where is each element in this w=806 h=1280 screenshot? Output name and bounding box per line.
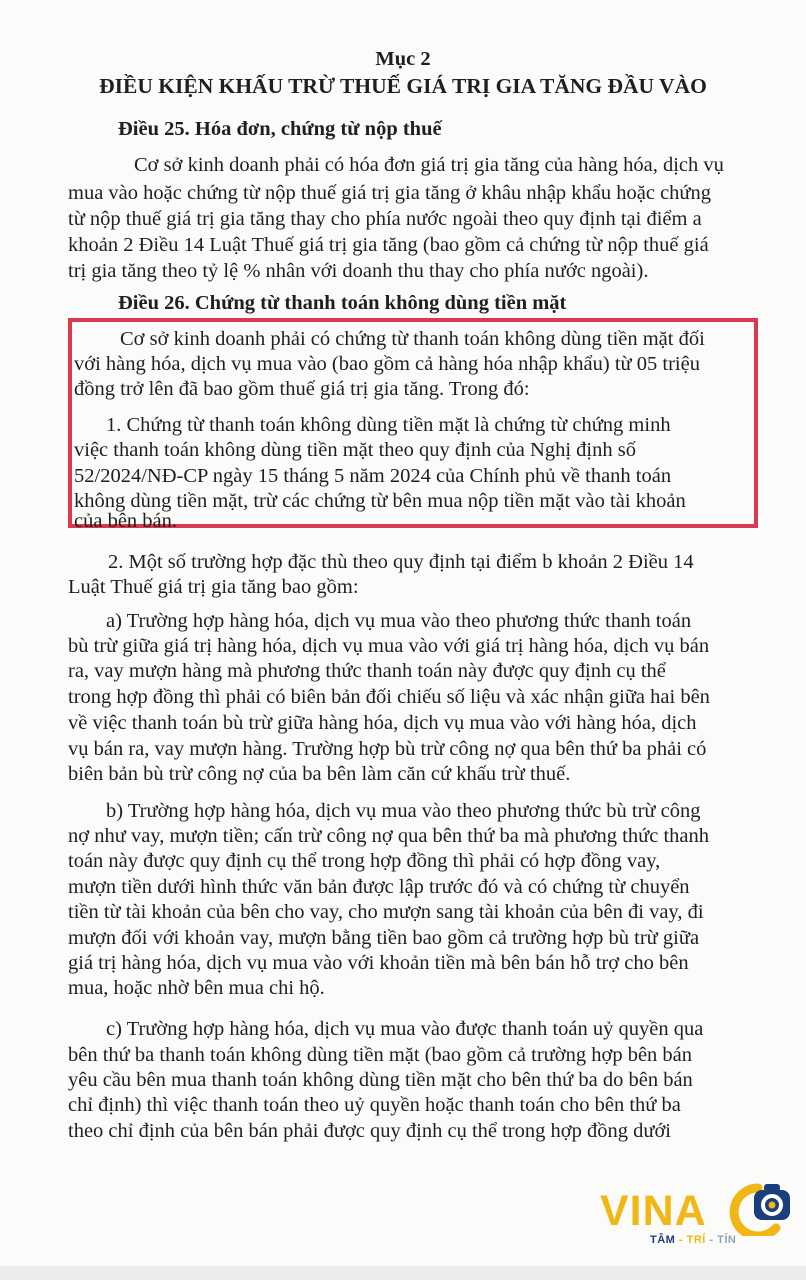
- logo-tagline: TÂM - TRÍ - TÍN: [650, 1234, 737, 1246]
- item-c-line: yêu cầu bên mua thanh toán không dùng tiền mặt cho bên thứ ba do bên bán: [68, 1069, 693, 1091]
- item-a-line: ra, vay mượn hàng mà phương thức thanh toán này được quy định cụ thể: [68, 660, 666, 682]
- item-a-line: bù trừ giữa giá trị hàng hóa, dịch vụ mua vào với giá trị hàng hóa, dịch vụ bán: [68, 635, 710, 657]
- item-a-line: trong hợp đồng thì phải có biên bản đối chiếu số liệu và xác nhận giữa hai bên: [68, 686, 710, 708]
- article-25-line: trị gia tăng theo tỷ lệ % nhân với doanh thu thay cho phía nước ngoài).: [68, 260, 649, 282]
- item-b-line: mượn đối với khoản vay, mượn bằng tiền bao gồm cả trường hợp bù trừ giữa: [68, 927, 700, 949]
- item-2-line: 2. Một số trường hợp đặc thù theo quy định tại điểm b khoản 2 Điều 14: [108, 551, 694, 573]
- section-number: Mục 2: [375, 48, 431, 70]
- item-1-line: việc thanh toán không dùng tiền mặt theo quy định của Nghị định số: [74, 439, 636, 461]
- article-25-line: từ nộp thuế giá trị gia tăng thay cho phía nước ngoài theo quy định tại điểm a: [68, 208, 702, 230]
- article-25-line: khoản 2 Điều 14 Luật Thuế giá trị gia tăng (bao gồm cả chứng từ nộp thuế giá: [68, 234, 709, 256]
- item-1-line: của bên bán.: [74, 510, 178, 532]
- item-c-line: theo chỉ định của bên bán phải được quy định cụ thể trong hợp đồng dưới: [68, 1120, 671, 1142]
- item-1-line: 52/2024/NĐ-CP ngày 15 tháng 5 năm 2024 của Chính phủ về thanh toán: [74, 465, 672, 487]
- article-25-line: Cơ sở kinh doanh phải có hóa đơn giá trị gia tăng của hàng hóa, dịch vụ: [134, 154, 724, 176]
- logo-wordmark: VINA: [600, 1187, 707, 1235]
- item-a-line: a) Trường hợp hàng hóa, dịch vụ mua vào theo phương thức thanh toán: [106, 610, 692, 632]
- item-b-line: giá trị hàng hóa, dịch vụ mua vào với khoản tiền mà bên bán hỗ trợ cho bên: [68, 952, 689, 974]
- item-b-line: mua, hoặc nhờ bên mua chi hộ.: [68, 977, 325, 999]
- logo-emblem-icon: [724, 1180, 796, 1236]
- article-26-intro-line: đồng trở lên đã bao gồm thuế giá trị gia tăng. Trong đó:: [74, 378, 530, 400]
- vinaco-logo: [598, 1180, 798, 1264]
- article-26-intro-line: Cơ sở kinh doanh phải có chứng từ thanh toán không dùng tiền mặt đối: [120, 328, 705, 350]
- item-a-line: biên bản bù trừ công nợ của ba bên làm căn cứ khấu trừ thuế.: [68, 763, 571, 785]
- item-1-line: 1. Chứng từ thanh toán không dùng tiền mặt là chứng từ chứng minh: [106, 414, 671, 436]
- item-c-line: bên thứ ba thanh toán không dùng tiền mặt (bao gồm cả trường hợp bên bán: [68, 1044, 693, 1066]
- section-title: ĐIỀU KIỆN KHẤU TRỪ THUẾ GIÁ TRỊ GIA TĂNG ĐẦU VÀO: [99, 74, 707, 98]
- item-b-line: tiền từ tài khoản của bên cho vay, cho mượn sang tài khoản của bên đi vay, đi: [68, 901, 704, 923]
- item-c-line: c) Trường hợp hàng hóa, dịch vụ mua vào được thanh toán uỷ quyền qua: [106, 1018, 704, 1040]
- item-b-line: mượn tiền dưới hình thức văn bản được lập trước đó và có chứng từ chuyển: [68, 876, 690, 898]
- item-b-line: toán này được quy định cụ thể trong hợp đồng thì phải có hợp đồng vay,: [68, 850, 661, 872]
- item-b-line: b) Trường hợp hàng hóa, dịch vụ mua vào theo phương thức bù trừ công: [106, 800, 701, 822]
- article-25-line: mua vào hoặc chứng từ nộp thuế giá trị gia tăng ở khâu nhập khẩu hoặc chứng: [68, 182, 712, 204]
- item-b-line: nợ như vay, mượn tiền; cấn trừ công nợ qua bên thứ ba mà phương thức thanh: [68, 825, 709, 847]
- item-c-line: chỉ định) thì việc thanh toán theo uỷ quyền hoặc thanh toán cho bên thứ ba: [68, 1094, 681, 1116]
- item-2-line: Luật Thuế giá trị gia tăng bao gồm:: [68, 576, 359, 598]
- item-1-line: không dùng tiền mặt, trừ các chứng từ bên mua nộp tiền mặt vào tài khoản: [74, 490, 686, 512]
- item-a-line: về việc thanh toán bù trừ giữa hàng hóa, dịch vụ mua vào với hàng hóa, dịch: [68, 712, 697, 734]
- article-25-heading: Điều 25. Hóa đơn, chứng từ nộp thuế: [118, 118, 442, 140]
- item-a-line: vụ bán ra, vay mượn hàng. Trường hợp bù trừ công nợ qua bên thứ ba phải có: [68, 738, 707, 760]
- bottom-bar: [0, 1266, 806, 1280]
- article-26-heading: Điều 26. Chứng từ thanh toán không dùng tiền mặt: [118, 292, 567, 314]
- article-26-intro-line: với hàng hóa, dịch vụ mua vào (bao gồm cả hàng hóa nhập khẩu) từ 05 triệu: [74, 353, 700, 375]
